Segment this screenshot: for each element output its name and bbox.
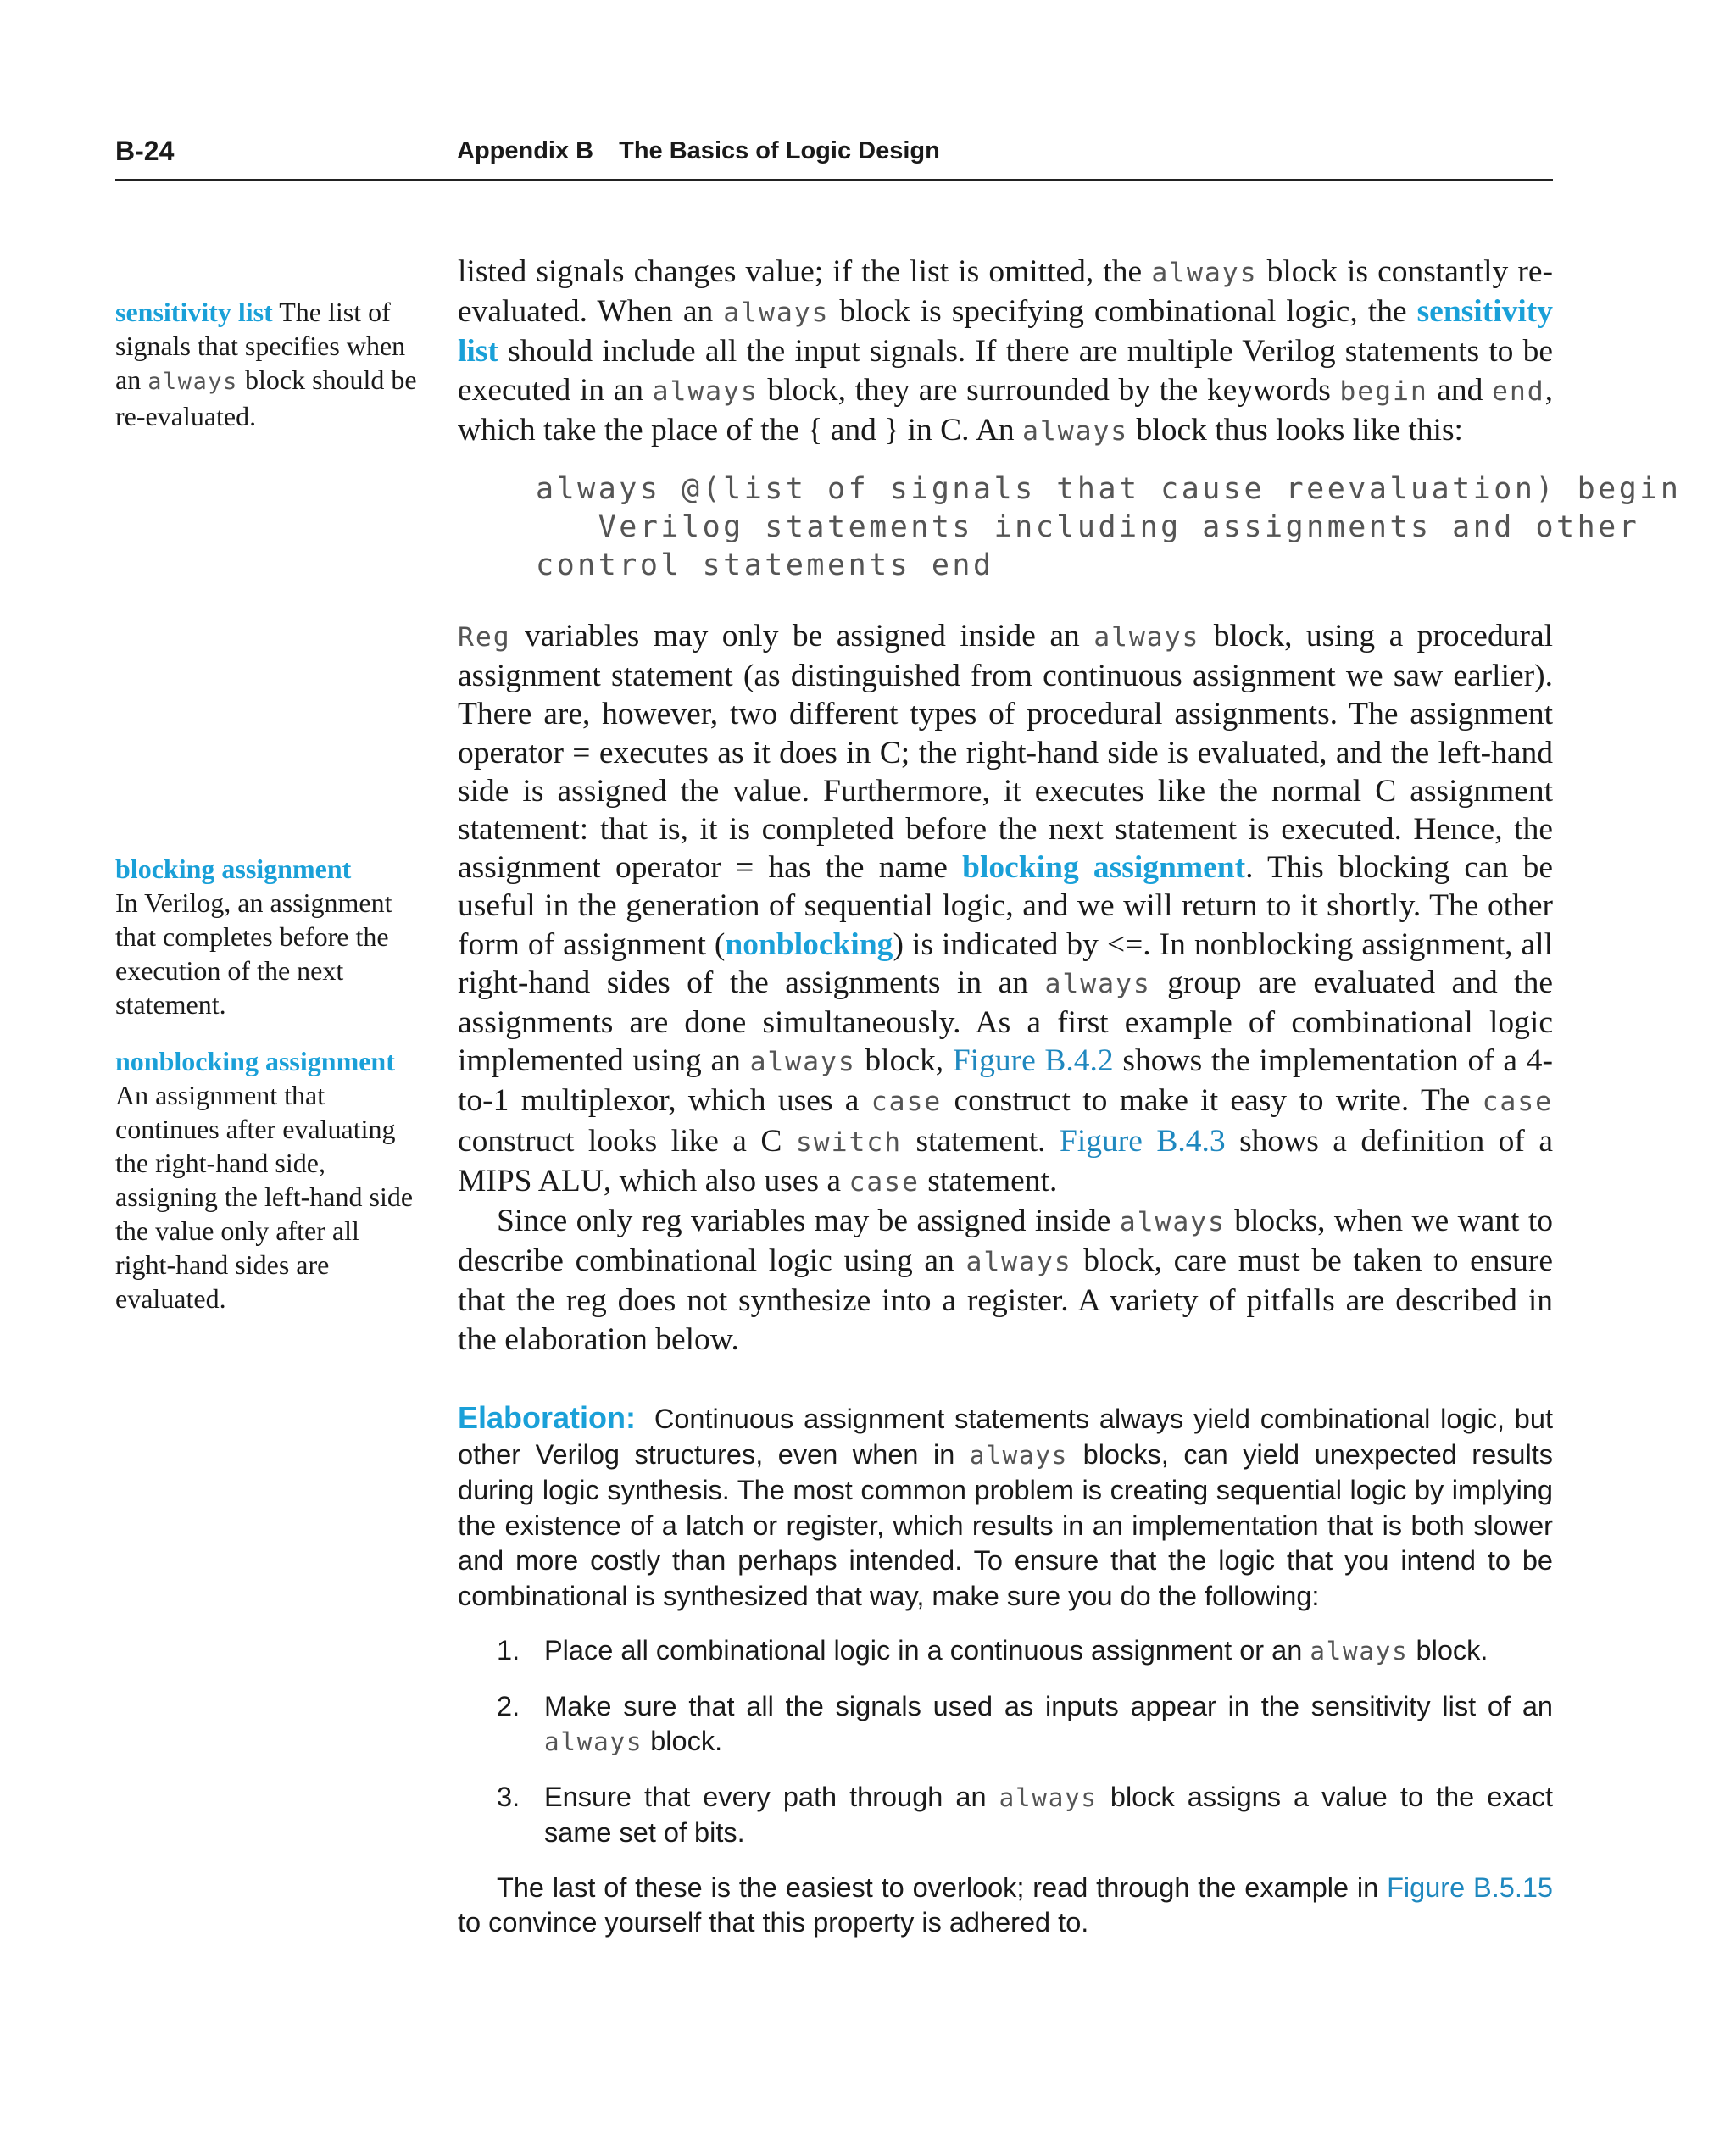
body-paragraph-2: Reg variables may only be assigned inside an always block, using a procedural assignment statement (as distinguished from continuous assignment we saw earlier). There are, however, two different types of procedural assignments. The assignment operator = executes as it does in C; the right-hand side is evaluated, and the left-hand side is assigned the value. Furthermore, it executes like the normal C assignment statement: that is, it is completed before the next statement is executed. Hence, the assignment operator = has the name blocking assignment. This blocking can be useful in the generation of sequential logic, and we will return to it shortly. The other form of assignment (nonblocking) is indicated by <=. In nonblocking assignment, all right-hand sides of the assignments in an always group are evaluated and the assignments are done simultaneously. As a first example of combinational logic implemented using an always block, Figure B.4.2 shows the implementation of a 4-to-1 multiplexor, which uses a case construct to make it easy to write. The case construct looks like a C switch statement. Figure B.4.3 shows a definition of a MIPS ALU, which also uses a case statement. Since only reg variables may be assigned inside always blocks, when we want to describe combinational logic using an always block, care must be taken to ensure that the reg does not synthesize into a register. A variety of pitfalls are described in the elaboration below.	[458, 617, 1553, 1359]
margin-term: sensitivity list	[115, 297, 273, 327]
list-item: 3. Ensure that every path through an always block assigns a value to the exact same set of bits.	[497, 1781, 1553, 1848]
term-nonblocking: nonblocking	[725, 926, 893, 962]
margin-note-sensitivity-list: sensitivity list The list of signals that specifies when an always block should be re-evaluated.	[115, 297, 417, 431]
code-line: always @(list of signals that cause reevaluation) begin	[536, 472, 1682, 506]
elaboration-heading: Elaboration:	[458, 1400, 637, 1435]
margin-term: blocking assignment	[115, 854, 352, 884]
elaboration-closing: The last of these is the easiest to overlook; read through the example in Figure B.5.15 to convince yourself that this property is adhered to.	[458, 1871, 1553, 1938]
chapter-title: The Basics of Logic Design	[619, 137, 940, 164]
page-header	[115, 136, 1553, 183]
margin-definition: An assignment that continues after evaluating the right-hand side, assigning the left-hand side the value only after all right-hand sides are evaluated.	[115, 1080, 414, 1314]
margin-definition: In Verilog, an assignment that completes before the execution of the next statement.	[115, 887, 392, 1020]
header-rule	[115, 179, 1553, 181]
list-item: 1. Place all combinational logic in a continuous assignment or an always block.	[497, 1635, 1488, 1666]
figure-link-b42[interactable]: Figure B.4.2	[952, 1043, 1114, 1079]
figure-link-b515[interactable]: Figure B.5.15	[1387, 1871, 1553, 1903]
elaboration-section: Elaboration: Continuous assignment statements always yield combinational logic, but other Verilog structures, even when in always blocks, can yield unexpected results during logic synthesis. The most common problem is creating sequential logic by implying the existence of a latch or register, which results in an implementation that is both slower and more costly than perhaps intended. To ensure that the logic that you intend to be combinational is synthesized that way, make sure you do the following: 1. Place all combinational logic in a continuous assignment or an always block. 2. Make sure that all the signals used as inputs appear in the sensitivity list of an always block. 3. Ensure that every path through an always block assigns a value to the exact same set of bits. The last of these is the easiest to overlook; read through the example in Figure B.5.15 to convince yourself that this property is adhered to.	[458, 1400, 1553, 1941]
body-paragraph-3: Since only reg variables may be assigned inside always blocks, when we want to describe combinational logic using an always block, care must be taken to ensure that the reg does not synthesize into a register. A variety of pitfalls are described in the elaboration below.	[458, 1204, 1553, 1357]
page-number: B-24	[115, 136, 175, 166]
margin-note-blocking-assignment	[115, 852, 425, 1021]
list-item: 2. Make sure that all the signals used as inputs appear in the sensitivity list of an always block.	[497, 1690, 1553, 1756]
term-sensitivity-list: sensitivity list	[458, 294, 1554, 370]
margin-term: nonblocking assignment	[115, 1046, 395, 1076]
body-paragraph-1: listed signals changes value; if the list is omitted, the always block is constantly re-evaluated. When an always block is specifying combinational logic, the sensitivity list should include all the input signals. If there are multiple Verilog statements to be executed in an always block, they are surrounded by the keywords begin and end, which take the place of the { and } in C. An always block thus looks like this:	[458, 254, 1554, 448]
margin-note-nonblocking-assignment	[115, 1044, 425, 1315]
elaboration-list	[458, 1633, 1553, 1851]
code-line: Verilog statements including assignments and other	[536, 510, 1640, 544]
term-blocking-assignment: blocking assignment	[962, 850, 1246, 886]
figure-link-b43[interactable]: Figure B.4.3	[1060, 1123, 1226, 1159]
appendix-label: Appendix B	[457, 137, 594, 164]
code-block	[536, 470, 1681, 585]
running-head	[457, 137, 940, 165]
code-line: control statements end	[536, 548, 994, 582]
